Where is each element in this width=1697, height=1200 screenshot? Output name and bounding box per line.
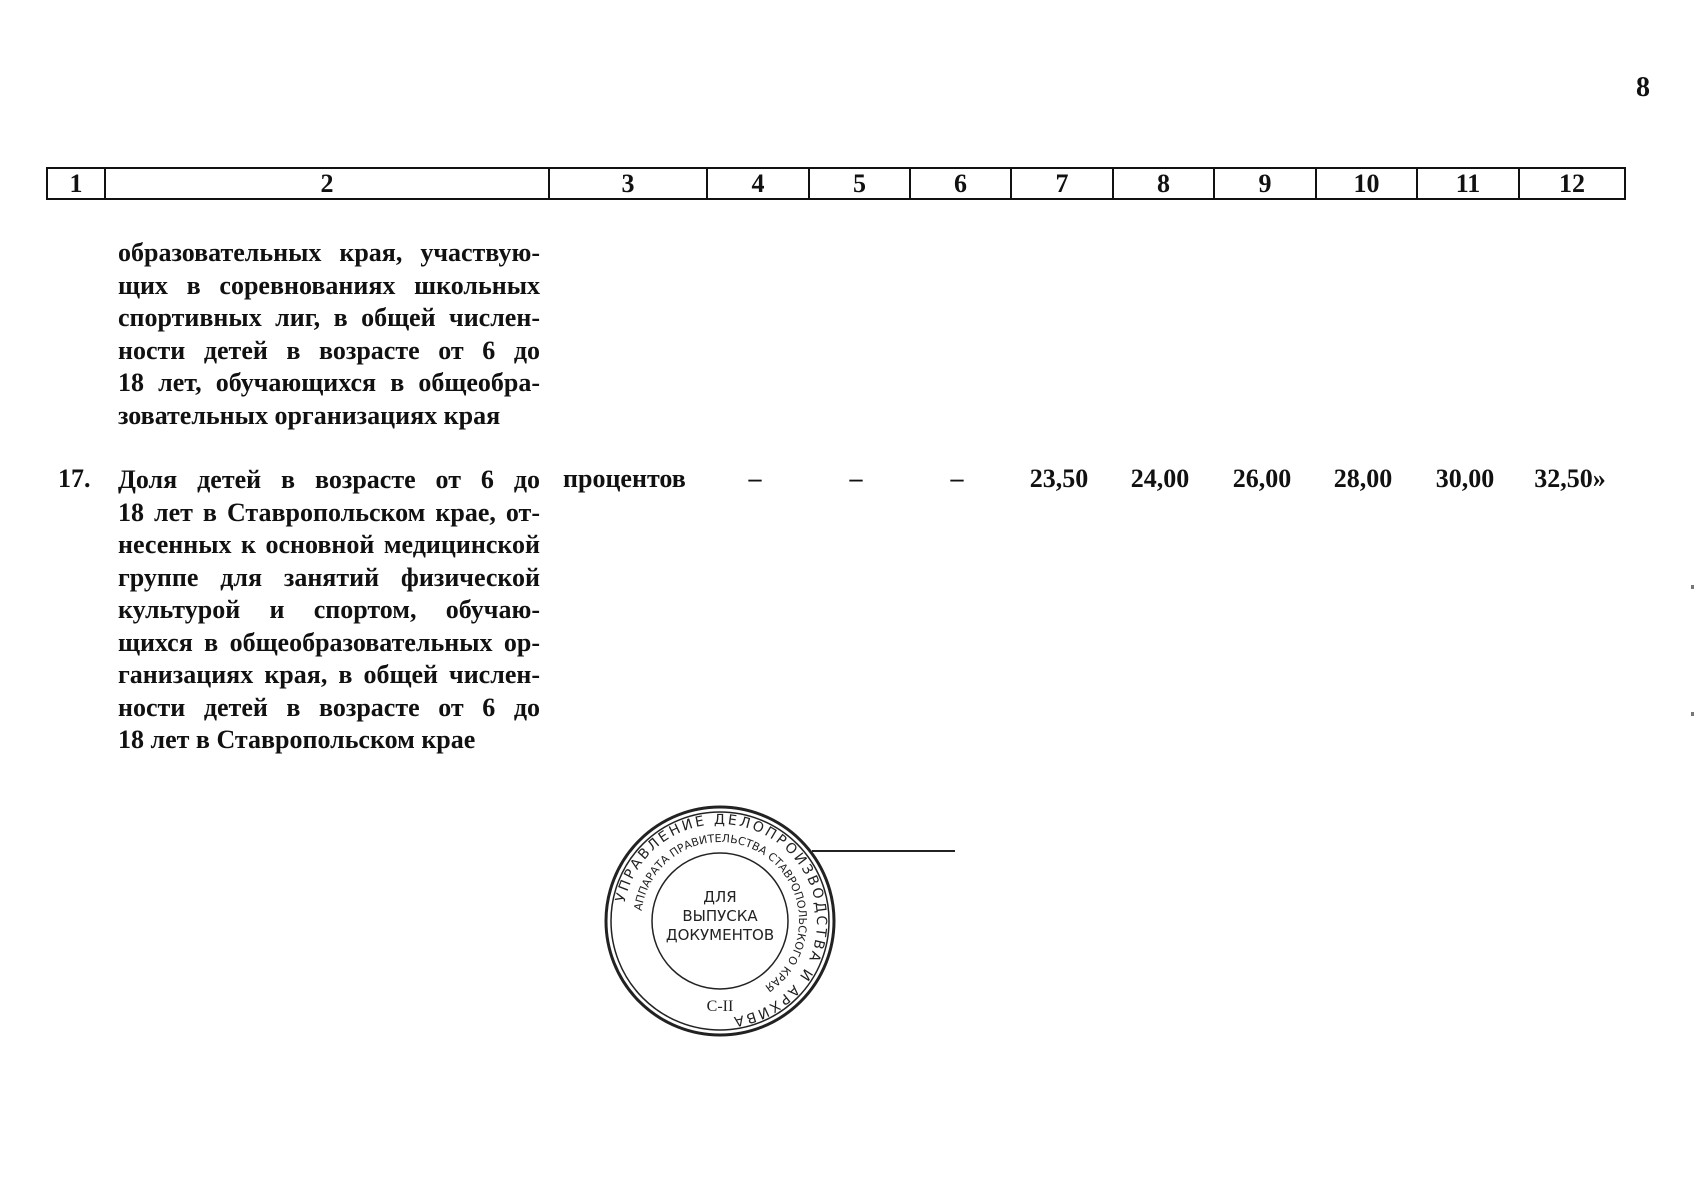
row-17-number: 17. — [58, 464, 91, 493]
row-17-unit: процентов — [563, 464, 686, 493]
row-17-value-col-10: 28,00 — [1333, 464, 1393, 493]
row-17-value-col-11: 30,00 — [1435, 464, 1495, 493]
column-header-7: 7 — [1010, 169, 1112, 198]
text-line: ганизациях края, в общей числен- — [118, 660, 540, 689]
text-line: ности детей в возрасте от 6 до — [118, 692, 540, 722]
continuation-row-description — [118, 237, 540, 432]
row-17-value-col-12: 32,50» — [1534, 464, 1606, 493]
page-number: 8 — [1636, 72, 1650, 103]
column-header-5: 5 — [808, 169, 909, 198]
column-header-11: 11 — [1416, 169, 1518, 198]
text-line: щихся в общеобразовательных ор- — [118, 627, 540, 657]
text-line: 18 лет в Ставропольском крае — [118, 725, 476, 754]
column-header-2: 2 — [104, 169, 548, 198]
row-17-value-col-4: – — [748, 464, 762, 493]
text-line: образовательных края, участвую- — [118, 238, 540, 267]
row-17-value-col-7: 23,50 — [1029, 464, 1089, 493]
row-17-value-col-8: 24,00 — [1130, 464, 1190, 493]
seal-center-line-1: ДЛЯ — [703, 888, 737, 906]
column-header-10: 10 — [1315, 169, 1416, 198]
text-line: культурой и спортом, обучаю- — [118, 595, 540, 624]
column-header-6: 6 — [909, 169, 1010, 198]
text-line: щих в соревнованиях школьных — [118, 270, 540, 300]
row-17-value-col-6: – — [950, 464, 964, 493]
text-line: 18 лет, обучающихся в общеобра- — [118, 368, 540, 397]
text-line: группе для занятий физической — [118, 562, 540, 592]
row-17-value-col-5: – — [849, 464, 863, 493]
seal-center-line-3: ДОКУМЕНТОВ — [665, 926, 775, 944]
seal-code: С-II — [706, 998, 734, 1015]
text-line: Доля детей в возрасте от 6 до — [118, 465, 540, 494]
seal-center-line-2: ВЫПУСКА — [682, 907, 758, 925]
official-seal-stamp — [602, 803, 838, 1039]
column-header-3: 3 — [548, 169, 706, 198]
text-line: 18 лет в Ставропольском крае, от- — [118, 497, 540, 527]
column-header-12: 12 — [1518, 169, 1624, 198]
text-line: спортивных лиг, в общей числен- — [118, 303, 540, 332]
column-header-9: 9 — [1213, 169, 1315, 198]
row-17-description — [118, 464, 540, 757]
scan-edge-mark — [1691, 712, 1694, 716]
scan-edge-mark — [1691, 585, 1694, 589]
column-number-header — [46, 167, 1626, 200]
text-line: ности детей в возрасте от 6 до — [118, 335, 540, 365]
column-header-4: 4 — [706, 169, 808, 198]
text-line: несенных к основной медицинской — [118, 530, 540, 559]
seal-outer-text: УПРАВЛЕНИЕ ДЕЛОПРОИЗВОДСТВА И АРХИВА — [612, 811, 830, 1030]
column-header-8: 8 — [1112, 169, 1213, 198]
row-17-value-col-9: 26,00 — [1232, 464, 1292, 493]
seal-inner-text: АППАРАТА ПРАВИТЕЛЬСТВА СТАВРОПОЛЬСКОГО КРАЯ — [631, 831, 810, 995]
text-line: зовательных организациях края — [118, 400, 501, 430]
column-header-1: 1 — [69, 168, 83, 198]
